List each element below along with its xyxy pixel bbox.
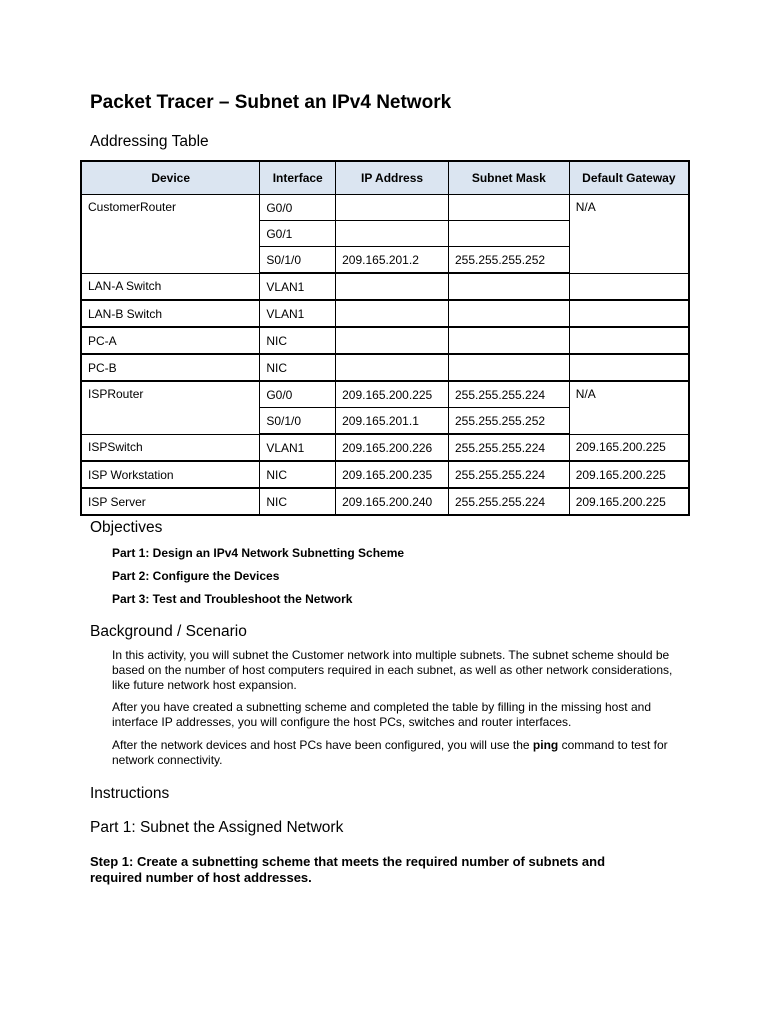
table-row bbox=[81, 327, 689, 354]
device-cell: LAN-B Switch bbox=[81, 300, 260, 327]
interface-cell: NIC bbox=[260, 327, 336, 354]
ip-cell: 209.165.200.235 bbox=[336, 461, 449, 488]
mask-cell bbox=[448, 221, 569, 247]
gateway-cell bbox=[569, 354, 689, 381]
part1-heading: Part 1: Subnet the Assigned Network bbox=[90, 819, 344, 836]
page-title: Packet Tracer – Subnet an IPv4 Network bbox=[90, 92, 452, 113]
table-row bbox=[81, 461, 689, 488]
ip-cell bbox=[336, 273, 449, 300]
ip-cell bbox=[336, 195, 449, 221]
table-row bbox=[81, 195, 689, 221]
paragraph-text: After the network devices and host PCs have been configured, you will use the bbox=[112, 738, 533, 752]
mask-cell: 255.255.255.224 bbox=[448, 461, 569, 488]
gateway-cell bbox=[569, 300, 689, 327]
table-row bbox=[81, 354, 689, 381]
ip-cell: 209.165.200.225 bbox=[336, 381, 449, 408]
interface-cell: G0/0 bbox=[260, 195, 336, 221]
column-header: Device bbox=[81, 161, 260, 195]
ip-cell: 209.165.200.226 bbox=[336, 434, 449, 461]
interface-cell: VLAN1 bbox=[260, 300, 336, 327]
mask-cell bbox=[448, 354, 569, 381]
mask-cell bbox=[448, 327, 569, 354]
table-row bbox=[81, 488, 689, 515]
interface-cell: NIC bbox=[260, 488, 336, 515]
device-cell: LAN-A Switch bbox=[81, 273, 260, 300]
gateway-cell: 209.165.200.225 bbox=[569, 434, 689, 461]
device-cell: ISP Server bbox=[81, 488, 260, 515]
mask-cell bbox=[448, 273, 569, 300]
objectives-heading: Objectives bbox=[90, 519, 163, 536]
interface-cell: S0/1/0 bbox=[260, 247, 336, 274]
objective-item: Part 2: Configure the Devices bbox=[112, 569, 280, 583]
gateway-cell bbox=[569, 273, 689, 300]
mask-cell: 255.255.255.224 bbox=[448, 488, 569, 515]
column-header: Subnet Mask bbox=[448, 161, 569, 195]
background-heading: Background / Scenario bbox=[90, 623, 247, 640]
gateway-cell: N/A bbox=[569, 381, 689, 434]
ip-cell bbox=[336, 327, 449, 354]
device-cell: PC-B bbox=[81, 354, 260, 381]
device-cell: CustomerRouter bbox=[81, 195, 260, 274]
table-row bbox=[81, 381, 689, 408]
table-row bbox=[81, 273, 689, 300]
table-header-row bbox=[81, 161, 689, 195]
ip-cell: 209.165.201.2 bbox=[336, 247, 449, 274]
interface-cell: VLAN1 bbox=[260, 273, 336, 300]
gateway-cell: 209.165.200.225 bbox=[569, 488, 689, 515]
ip-cell bbox=[336, 354, 449, 381]
ip-cell: 209.165.200.240 bbox=[336, 488, 449, 515]
mask-cell: 255.255.255.252 bbox=[448, 408, 569, 435]
gateway-cell: N/A bbox=[569, 195, 689, 274]
background-paragraph: In this activity, you will subnet the Customer network into multiple subnets. The subnet scheme should be based on the number of host computers required in each subnet, as well as other network considerations, like future network host expansion. bbox=[112, 648, 673, 692]
background-paragraph bbox=[112, 738, 692, 768]
addressing-table-heading: Addressing Table bbox=[90, 133, 209, 150]
device-cell: ISP Workstation bbox=[81, 461, 260, 488]
gateway-cell bbox=[569, 327, 689, 354]
mask-cell: 255.255.255.252 bbox=[448, 247, 569, 274]
table-row bbox=[81, 300, 689, 327]
gateway-cell: 209.165.200.225 bbox=[569, 461, 689, 488]
interface-cell: G0/1 bbox=[260, 221, 336, 247]
interface-cell: VLAN1 bbox=[260, 434, 336, 461]
objective-item: Part 1: Design an IPv4 Network Subnetting Scheme bbox=[112, 546, 405, 560]
device-cell: PC-A bbox=[81, 327, 260, 354]
column-header: IP Address bbox=[336, 161, 449, 195]
column-header: Interface bbox=[260, 161, 336, 195]
ip-cell bbox=[336, 300, 449, 327]
mask-cell: 255.255.255.224 bbox=[448, 434, 569, 461]
device-cell: ISPRouter bbox=[81, 381, 260, 434]
paragraph-text: command to test for network connectivity. bbox=[112, 738, 668, 767]
interface-cell: G0/0 bbox=[260, 381, 336, 408]
interface-cell: NIC bbox=[260, 461, 336, 488]
interface-cell: NIC bbox=[260, 354, 336, 381]
mask-cell bbox=[448, 195, 569, 221]
interface-cell: S0/1/0 bbox=[260, 408, 336, 435]
mask-cell: 255.255.255.224 bbox=[448, 381, 569, 408]
table-row bbox=[81, 434, 689, 461]
addressing-table bbox=[80, 160, 690, 516]
background-paragraph: After you have created a subnetting scheme and completed the table by filling in the missing host and interface IP addresses, you will configure the host PCs, switches and router interfaces. bbox=[112, 700, 651, 729]
ip-cell bbox=[336, 221, 449, 247]
objective-item: Part 3: Test and Troubleshoot the Network bbox=[112, 592, 353, 606]
device-cell: ISPSwitch bbox=[81, 434, 260, 461]
column-header: Default Gateway bbox=[569, 161, 689, 195]
step1-text: Step 1: Create a subnetting scheme that meets the required number of subnets and required number of host addresses. bbox=[90, 854, 606, 885]
mask-cell bbox=[448, 300, 569, 327]
instructions-heading: Instructions bbox=[90, 785, 170, 802]
ip-cell: 209.165.201.1 bbox=[336, 408, 449, 435]
ping-command: ping bbox=[532, 738, 559, 752]
